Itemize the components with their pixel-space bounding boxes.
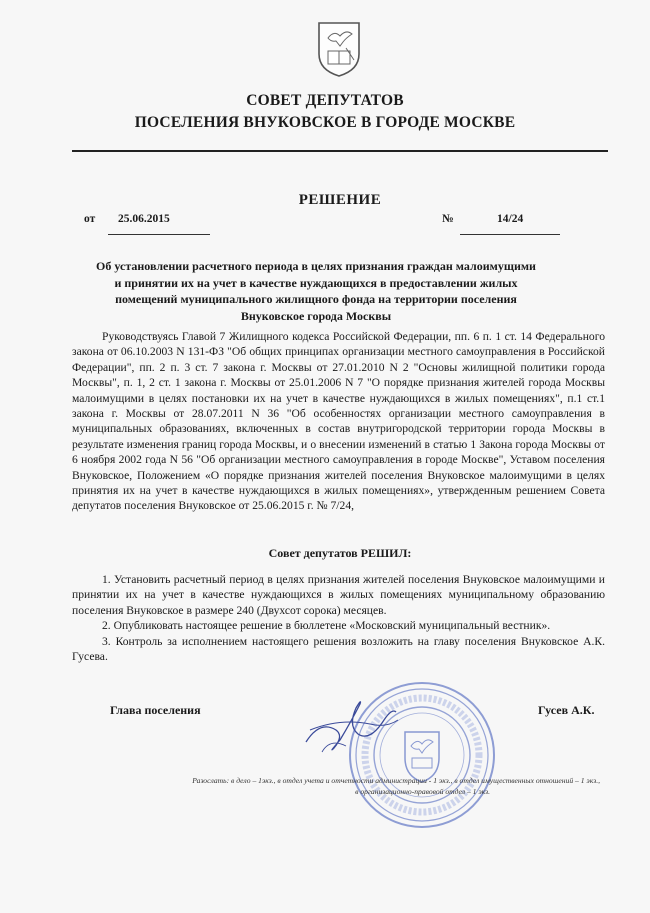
distribution-line: в организационно-правовой отдел – 1 экз. — [355, 787, 490, 796]
header-divider — [72, 150, 608, 152]
decision-item: 2. Опубликовать настоящее решение в бюллетене «Московский муниципальный вестник». — [102, 619, 551, 633]
signatory-title: Глава поселения — [110, 703, 201, 717]
settlement-name: ПОСЕЛЕНИЯ ВНУКОВСКОЕ В ГОРОДЕ МОСКВЕ — [134, 114, 516, 131]
signatory-name: Гусев А.К. — [538, 703, 595, 717]
decision-number: 14/24 — [497, 213, 524, 225]
resolved-heading: Совет депутатов РЕШИЛ: — [268, 546, 412, 560]
decision-item: 1. Установить расчетный период в целях признания жителей поселения Внуковское малоимущими и принятии их на учет в качестве нуждающихся в жилых помещениях муниципальному образованию поселения Внуковское в размере 240 (Двухсот сорока) месяцев. — [72, 573, 605, 617]
preamble-paragraph: Руководствуясь Главой 7 Жилищного кодекса Российской Федерации, пп. 6 п. 1 ст. 14 Федерального закона от 06.10.2003 N 131-ФЗ "Об общих принципах организации местного самоуправления в Российской Федерации", пп. 2 п. 3 ст. 7 закона г. Москвы от 27.01.2010 N 2 "Основы жилищной политики города Москвы", п. 1, 2 ст. 1 закона г. Москвы от 25.01.2006 N 7 "О порядке признания жителей города Москвы малоимущими в целях постановки их на учет в качестве нуждающихся в жилых помещениях", п.1 ст.1 закона г. Москвы от 28.07.2011 N 36 "Об особенностях организации местного самоуправления в муниципальных образованиях, включенных в состав внутригородской территории города Москвы в результате изменения границ города Москвы, и о внесении изменений в статью 1 Закона города Москвы от 6 ноября 2002 года N 56 "Об организации местного самоуправления в городе Москве", Уставом поселения Внуковское, Положением «О порядке признания жителей поселения Внуковское малоимущими в целях принятия их на учет в качестве нуждающихся в жилых помещениях», утвержденным решением Совета депутатов поселения Внуковское от 25.06.2015 г. № 7/24, — [72, 330, 605, 513]
date-underline — [108, 234, 210, 235]
decision-item: 3. Контроль за исполнением настоящего решения возложить на главу поселения Внуковское А.К. Гусева. — [72, 634, 605, 664]
coat-of-arms-icon — [316, 20, 362, 78]
number-label: № — [442, 213, 454, 225]
handwritten-signature — [300, 690, 400, 760]
council-name: СОВЕТ ДЕПУТАТОВ — [246, 92, 404, 109]
decision-title: РЕШЕНИЕ — [298, 192, 382, 208]
decision-date: 25.06.2015 — [118, 213, 170, 225]
date-label: от — [84, 213, 96, 225]
distribution-line: Разослать: в дело – 1экз., в отдел учета и отчетности администрации - 1 экз., в отдел имущественных отношений – 1 экз., — [192, 776, 600, 785]
number-underline — [460, 234, 560, 235]
distribution-list — [60, 775, 600, 797]
document-title: Об установлении расчетного периода в целях признания граждан малоимущими и принятии их на учет в качестве нуждающихся в предоставлении жилых помещений муниципального жилищного фонда на территории поселения Внуковское города Москвы — [96, 259, 536, 323]
decision-items — [72, 572, 605, 664]
